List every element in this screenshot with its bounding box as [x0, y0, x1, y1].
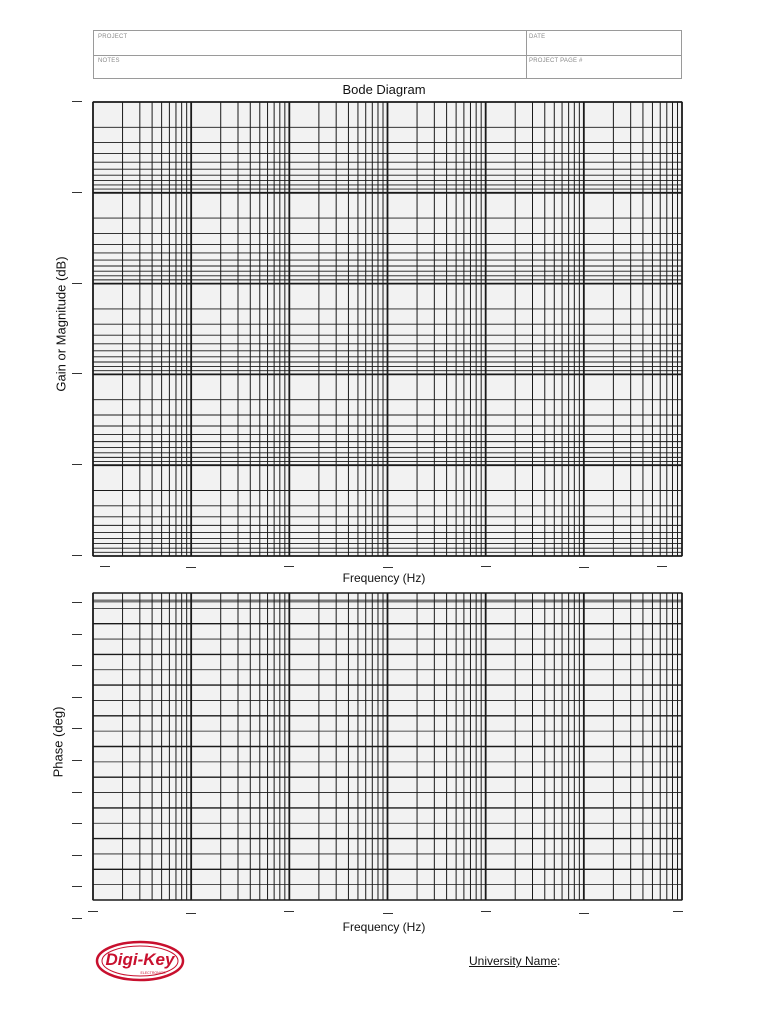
- digikey-logo: [95, 940, 185, 982]
- x-tick: [284, 911, 294, 912]
- x-tick: [383, 567, 393, 568]
- x-tick: [481, 566, 491, 567]
- y-tick: [72, 192, 82, 193]
- x-tick: [284, 566, 294, 567]
- phase-xlabel: Frequency (Hz): [342, 920, 426, 934]
- y-tick: [72, 728, 82, 729]
- header-row-notes: [94, 55, 681, 79]
- x-tick: [100, 566, 110, 567]
- logo-text: Digi-Key: [105, 950, 175, 969]
- y-tick: [72, 918, 82, 919]
- x-tick: [657, 566, 667, 567]
- university-name-field: [469, 954, 560, 968]
- x-tick: [579, 567, 589, 568]
- x-tick: [88, 911, 98, 912]
- y-tick: [72, 792, 82, 793]
- y-tick: [72, 823, 82, 824]
- y-tick: [72, 886, 82, 887]
- phase-ylabel: Phase (deg): [50, 706, 66, 778]
- university-label: University Name: [469, 954, 558, 968]
- university-colon: :: [557, 954, 561, 968]
- y-tick: [72, 634, 82, 635]
- x-tick: [579, 913, 589, 914]
- y-tick: [72, 283, 82, 284]
- project-label: PROJECT: [98, 34, 128, 40]
- phase-grid: [93, 593, 682, 900]
- x-tick: [383, 913, 393, 914]
- header-row-project: [94, 31, 681, 56]
- header-divider: [526, 31, 527, 78]
- y-tick: [72, 665, 82, 666]
- page-title: Bode Diagram: [342, 82, 426, 97]
- y-tick: [72, 602, 82, 603]
- project-page-label: PROJECT PAGE #: [529, 58, 583, 64]
- y-tick: [72, 697, 82, 698]
- x-tick: [481, 911, 491, 912]
- y-tick: [72, 373, 82, 374]
- y-tick: [72, 101, 82, 102]
- x-tick: [186, 913, 196, 914]
- header-box: [93, 30, 682, 79]
- notes-label: NOTES: [98, 58, 120, 64]
- magnitude-grid: [93, 102, 682, 556]
- logo-subtext: ELECTRONICS: [140, 971, 166, 975]
- y-tick: [72, 855, 82, 856]
- y-tick: [72, 555, 82, 556]
- y-tick: [72, 760, 82, 761]
- x-tick: [673, 911, 683, 912]
- date-label: DATE: [529, 34, 546, 40]
- x-tick: [186, 567, 196, 568]
- magnitude-xlabel: Frequency (Hz): [342, 571, 426, 585]
- y-tick: [72, 464, 82, 465]
- magnitude-ylabel: Gain or Magnitude (dB): [53, 256, 69, 392]
